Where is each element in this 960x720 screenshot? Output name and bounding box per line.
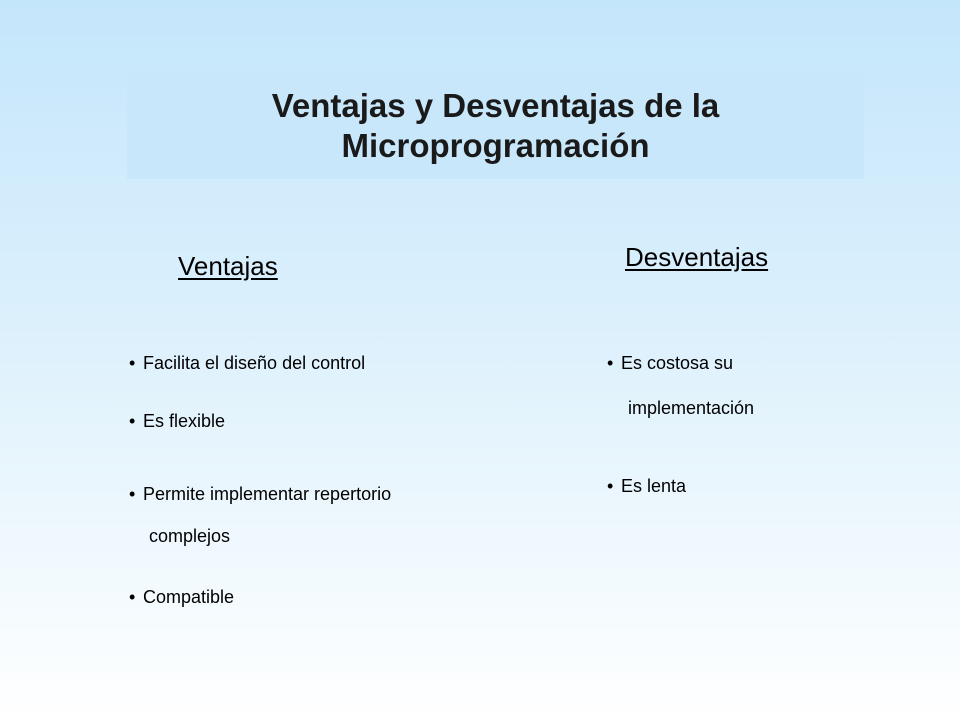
title-line-1: Ventajas y Desventajas de la [271,87,720,124]
ventajas-item-1 [129,352,365,374]
title-line-2: Microprogramación [341,127,650,164]
bullet-icon: • [129,411,136,431]
ventajas-heading: Ventajas [178,251,278,281]
desventajas-item-text: Es lenta [621,476,687,496]
bullet-icon: • [607,353,614,373]
desventajas-item-1-continuation: implementación [628,398,755,418]
desventajas-item-2 [607,475,686,497]
ventajas-item-text: Permite implementar repertorio [143,484,392,504]
desventajas-item-1 [607,352,733,374]
ventajas-item-3 [129,483,391,505]
ventajas-item-text: Compatible [143,587,235,607]
title-box [127,73,864,179]
ventajas-item-text: Facilita el diseño del control [143,353,366,373]
bullet-icon: • [129,353,136,373]
ventajas-item-text: Es flexible [143,411,226,431]
bullet-icon: • [129,484,136,504]
ventajas-item-3-continuation: complejos [149,526,231,546]
desventajas-item-text: Es costosa su [621,353,734,373]
bullet-icon: • [129,587,136,607]
bullet-icon: • [607,476,614,496]
ventajas-item-2 [129,410,225,432]
ventajas-item-4 [129,586,234,608]
desventajas-heading: Desventajas [625,242,769,272]
